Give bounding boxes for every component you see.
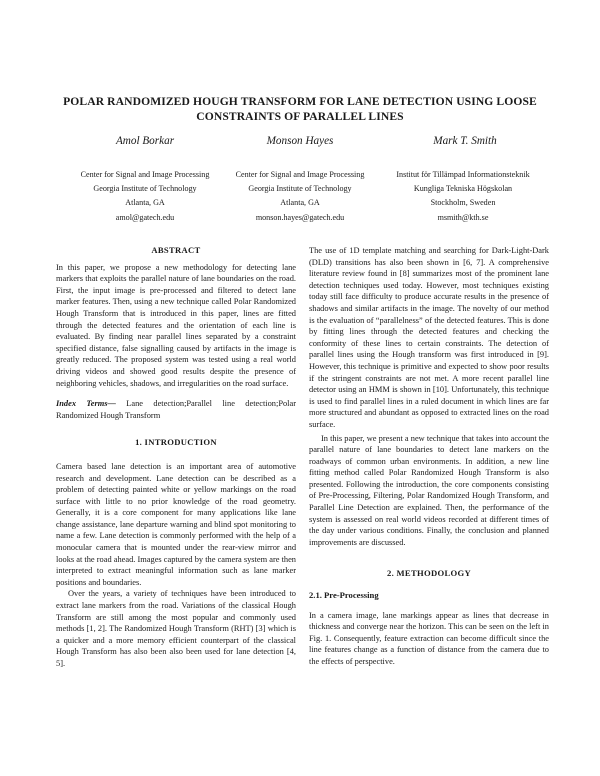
preprocessing-heading: 2.1. Pre-Processing — [309, 590, 379, 601]
author-email: amol@gatech.edu — [115, 212, 175, 222]
affiliation-line: Georgia Institute of Technology — [93, 184, 197, 194]
index-terms — [56, 398, 296, 421]
right-column — [309, 245, 549, 668]
right-paragraph-1: The use of 1D template matching and searching for Dark-Light-Dark (DLD) transitions has also been shown in [6, 7]. A comprehensive literature review found in [8] summarizes most of the prominent lane detection techniques used today. However, most techniques existing today still face difficulty to produce accurate results in the presence of shadows and similar artifacts in the image. The novelty of our method is the evaluation of “parallelness” of the detected features. This is done by fitting lines through the detected features and checking the conformity of these lines to certain constraints. The detection of parallel lines using the Hough transform was first introduced in [9]. However, this technique is primitive and expected to show poor results if the stringent constraints are not met. A more recent parallel line detector using an HMM is shown in [10]. Unfortunately, this technique is used to find parallel lines in a ruled document in which lines are far more structured and abundant as opposed to extracted lines on the road surface. — [309, 246, 549, 429]
abstract-heading: ABSTRACT — [151, 245, 201, 255]
author-email: monson.hayes@gatech.edu — [255, 212, 345, 222]
title-line-2: CONSTRAINTS OF PARALLEL LINES — [196, 110, 404, 123]
affiliation-line: Georgia Institute of Technology — [248, 184, 352, 194]
affiliation-line: Center for Signal and Image Processing — [235, 170, 365, 179]
title-line-1: POLAR RANDOMIZED HOUGH TRANSFORM FOR LANE DETECTION USING LOOSE — [63, 95, 537, 108]
affiliation-line: Stockholm, Sweden — [430, 198, 496, 208]
left-column — [56, 245, 296, 670]
affiliation-line: Kungliga Tekniska Högskolan — [413, 184, 513, 194]
author-name-1: Amol Borkar — [115, 135, 175, 147]
paper-title — [40, 94, 560, 124]
author-affiliation-1 — [55, 168, 235, 225]
author-name-3: Mark T. Smith — [433, 135, 497, 147]
preprocessing-paragraph: In a camera image, lane markings appear as lines that decrease in thickness and converge near the horizon. This can be seen on the left in Fig. 1. Consequently, feature extraction can become difficult since the line features change as a function of distance from the camera due to the effects of perspective. — [309, 610, 549, 666]
affiliation-line: Center for Signal and Image Processing — [80, 170, 210, 179]
affiliation-line: Institut för Tillämpad Informationsteknik — [396, 170, 530, 179]
author-affiliation-2 — [210, 168, 390, 225]
affiliation-line: Atlanta, GA — [280, 198, 320, 208]
author-name-2: Monson Hayes — [266, 135, 334, 147]
index-terms-label: Index Terms— — [56, 399, 116, 409]
affiliation-line: Atlanta, GA — [125, 198, 165, 208]
introduction-heading: 1. INTRODUCTION — [135, 437, 217, 448]
author-affiliation-3 — [373, 168, 553, 225]
right-paragraph-2: In this paper, we present a new technique that takes into account the parallel nature of lane boundaries to detect lane markers on the roadways of common urban environments. In addition, a new line fitting method called Polar Randomized Hough Transform is also presented. Following the introduction, the core components consisting of Pre-Processing, Filtering, Polar Randomized Hough Transform, and Parallel Line Detection are explained. Then, the performance of the system is assessed on real world videos recorded at different times of the day under various conditions. Finally, the conclusion and planned improvements are discussed. — [309, 433, 549, 547]
author-email: msmith@kth.se — [437, 212, 489, 222]
methodology-heading: 2. METHODOLOGY — [387, 568, 471, 579]
abstract-text: In this paper, we propose a new methodology for detecting lane markers that exploits the parallel nature of lane boundaries on the road. First, the input image is pre-processed and filtered to detect lane marker features. Then, using a new technique called Polar Randomized Hough Transform that is introduced in this paper, lines are fitted through the detected features and the orientation of each line is evaluated. By finding near parallel lines separated by a constraint specified distance, false signalling caused by artifacts in the image is greatly reduced. The proposed system was tested using a real world driving videos and showed good results despite the presence of neighboring vehicles, shadows, and irregularities on the road surface. — [56, 262, 296, 388]
introduction-paragraph-1: Camera based lane detection is an important area of automotive research and development. Lane detection can be described as a problem of detecting painted white or yellow markings on the road surface with little to no prior knowledge of the road geometry. Generally, it is a core component for many applications like lane change assistance, lane departure warning and blind spot monitoring to name a few. Lane detection is commonly performed with the help of a monocular camera that is mounted under the rear-view mirror and looks at the road ahead. Images captured by the camera system are then interpreted to extract meaningful information such as lane marker positions and boundaries. — [56, 461, 296, 587]
introduction-paragraph-2: Over the years, a variety of techniques have been introduced to extract lane markers from the road. Variations of the classical Hough Transform are still among the most popular and commonly used methods [1, 2]. The Randomized Hough Transform (RHT) [3] which is a quicker and a more memory efficient counterpart of the classical Hough Transform has also been also been used for lane detection [4, 5]. — [56, 589, 296, 668]
index-terms-text: Lane detection;Parallel line detection;Polar Randomized Hough Transform — [56, 399, 296, 420]
